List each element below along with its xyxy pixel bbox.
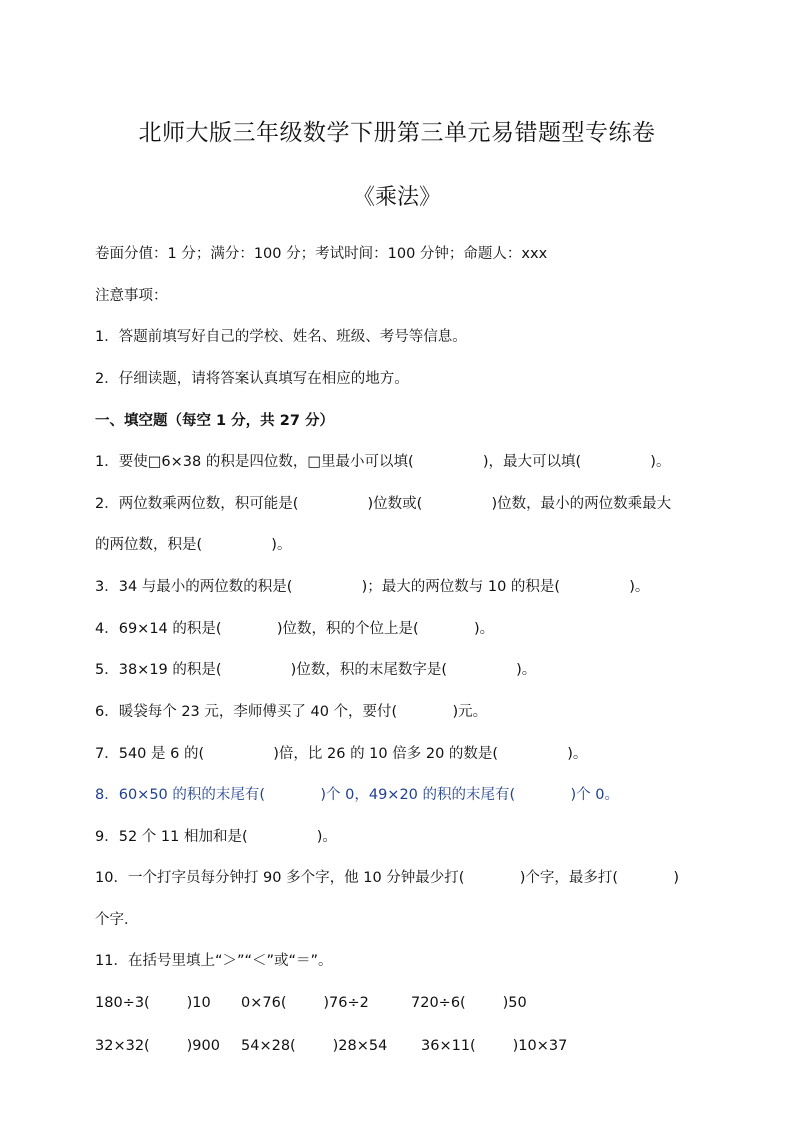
section-heading: 一、填空题（每空 1 分，共 27 分） bbox=[95, 413, 334, 429]
question-line: 6．暖袋每个 23 元，李师傅买了 40 个，要付( )元。 bbox=[95, 704, 488, 720]
notice-item: 1．答题前填写好自己的学校、姓名、班级、考号等信息。 bbox=[95, 329, 467, 345]
question-line: 8．60×50 的积的末尾有( )个 0，49×20 的积的末尾有( )个 0。 bbox=[95, 787, 619, 803]
question-line: 10．一个打字员每分钟打 90 多个字，他 10 分钟最少打( )个字，最多打( ) bbox=[95, 870, 680, 886]
compare-item: 36×11( )10×37 bbox=[421, 1038, 568, 1054]
notice-heading: 注意事项： bbox=[95, 288, 168, 304]
compare-item: 32×32( )900 bbox=[95, 1038, 220, 1054]
page-subtitle: 《乘法》 bbox=[352, 185, 441, 210]
compare-item: 720÷6( )50 bbox=[411, 995, 527, 1011]
question-line: 个字． bbox=[95, 912, 139, 928]
question-line: 3．34 与最小的两位数的积是( )；最大的两位数与 10 的积是( )。 bbox=[95, 579, 650, 595]
question-line: 7．540 是 6 的( )倍，比 26 的 10 倍多 20 的数是( )。 bbox=[95, 746, 588, 762]
question-line: 2．两位数乘两位数，积可能是( )位数或( )位数，最小的两位数乘最大 bbox=[95, 496, 672, 512]
compare-item: 54×28( )28×54 bbox=[241, 1038, 388, 1054]
question-line: 4．69×14 的积是( )位数，积的个位上是( )。 bbox=[95, 621, 495, 637]
question-line: 5．38×19 的积是( )位数，积的末尾数字是( )。 bbox=[95, 662, 537, 678]
exam-meta: 卷面分值：1 分；满分：100 分；考试时间：100 分钟；命题人：xxx bbox=[95, 246, 548, 262]
question-line: 11．在括号里填上“＞”“＜”或“＝”。 bbox=[95, 953, 333, 969]
page-title: 北师大版三年级数学下册第三单元易错题型专练卷 bbox=[138, 120, 656, 146]
compare-item: 0×76( )76÷2 bbox=[241, 995, 369, 1011]
question-line: 1．要使□6×38 的积是四位数，□里最小可以填( )，最大可以填( )。 bbox=[95, 454, 671, 470]
question-line: 9．52 个 11 相加和是( )。 bbox=[95, 829, 337, 845]
question-line: 的两位数，积是( )。 bbox=[95, 537, 292, 553]
compare-item: 180÷3( )10 bbox=[95, 995, 211, 1011]
notice-item: 2．仔细读题，请将答案认真填写在相应的地方。 bbox=[95, 371, 409, 387]
